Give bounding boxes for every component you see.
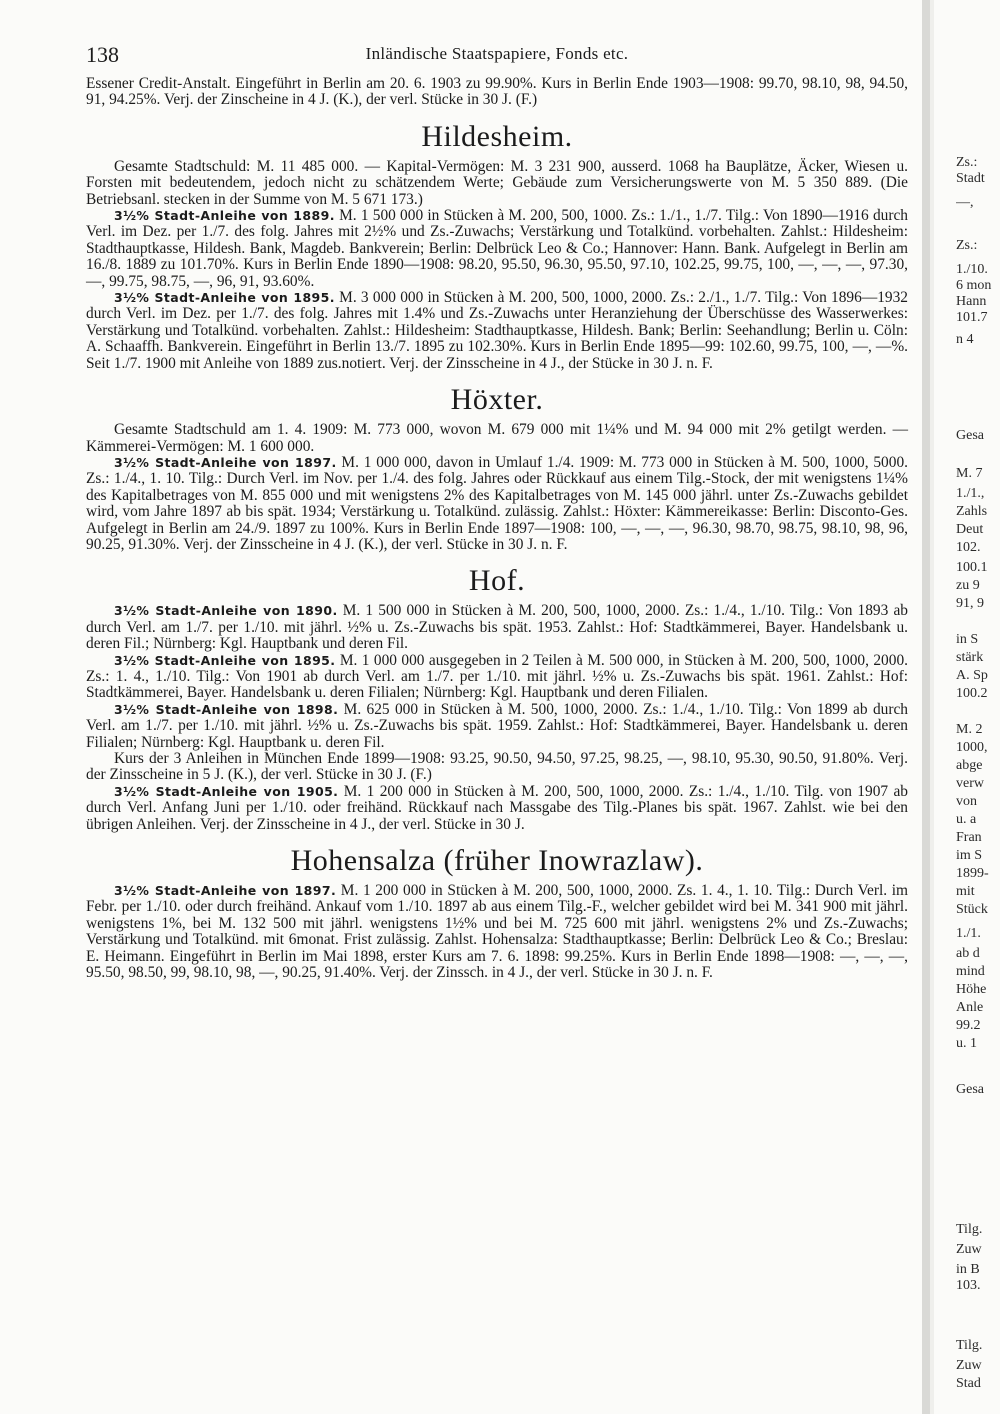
loan-title: 3½% Stadt-Anleihe von 1897. [114,883,337,899]
paragraph-text: M. 1 000 000, davon in Umlauf 1./4. 1909: M. 773 000 in Stücken à M. 500, 1000, 5000. Zs.: 1./4., 1. 10. Tilg.: Durch Verl. im Nov. per 1./4. des folg. Jahres oder Rückkauf aus einem Tilg.-Stock, der mit wenigstens 1¼% des Kapitalbetrages von M. 855 000 und mit wenigstens 2% des Kapitalbetrages von M. 145 000 jährl. unter Zs.-Zuwachs gebildet wird, vom Jahre 1897 ab bis spät. 1934; Verstärkung u. Totalkünd. zulässig. Zahlst.: Höxter: Kämmereikasse: Berlin: Disconto-Ges. Aufgelegt in Berlin am 24./9. 1897 zu 100%. Kurs in Berlin Ende 1897—1908: 100, —, —, —, 96.30, 98.70, 98.75, 98.10, 98, 96, 90.25, 91.30%. Verj. der Zinsscheine in 4 J. (K.), der verl. Stücke in 30 J. n. F. [86,453,908,553]
next-page-fragment: von [956,794,977,809]
next-page-fragment: Tilg. [956,1222,983,1237]
next-page-fragment: Stad [956,1376,981,1391]
next-page-fragment: mit [956,884,975,899]
next-page-fragment: u. a [956,812,977,827]
next-page-fragment: Stück [956,902,988,917]
intro-paragraph: Essener Credit-Anstalt. Eingeführt in Berlin am 20. 6. 1903 zu 99.90%. Kurs in Berlin Ende 1903—1908: 99.70, 98.10, 98, 94.50, 91, 94.25%. Verj. der Zinscheine in 4 J. (K.), der verl. Stücke in 30 J. (F.) [86,75,908,109]
loan-paragraph [86,751,908,784]
next-page-fragment: 102. [956,540,981,555]
next-page-fragment: Fran [956,830,982,845]
next-page-fragment: —, [956,195,974,210]
section-heading: Höxter. [450,383,544,417]
loan-title: 3½% Stadt-Anleihe von 1895. [114,290,335,306]
loan-paragraph [86,653,908,702]
next-page-fragment: Anle [956,1000,984,1015]
next-page-fragment: 6 mon [956,278,992,293]
loan-paragraph [86,883,908,981]
main-column [86,36,908,981]
loan-paragraph [86,208,908,290]
next-page-fragment: n 4 [956,332,974,347]
next-page-fragment: Höhe [956,982,987,997]
next-page-fragment: 100.1 [956,560,988,575]
paragraph-text: Gesamte Stadtschuld am 1. 4. 1909: M. 773 000, wovon M. 679 000 mit 1¼% und M. 94 000 mit 2% getilgt werden. — Kämmerei-Vermögen: M. 1 600 000. [86,421,908,455]
next-page-fragment: 103. [956,1278,981,1293]
loan-paragraph [86,784,908,833]
next-page-fragment: 91, 9 [956,596,984,611]
paragraph-text: M. 1 200 000 in Stücken à M. 200, 500, 1000, 2000. Zs. 1. 4., 1. 10. Tilg.: Durch Verl. im Febr. per 1./10. oder durch freihänd. Ankauf vom 1./10. 1897 ab aus einem Tilg.-F., welcher gebildet wird bei M. 341 900 mit jährl. wenigstens 1%, bei M. 132 500 mit jährl. wenigstens 1½% und bei M. 725 600 mit jährl. wenigstens 2% und Zs.-Zuwachs; Verstärkung und Totalkünd. mit 6monat. Frist zulässig. Zahlst. Hohensalza: Stadthauptkasse; Berlin: Delbrück Leo & Co.; Breslau: E. Heimann. Eingeführt in Berlin im Mai 1898, erster Kurs am 7. 6. 1898: 99.25%. Kurs in Berlin Ende 1898—1908: —, —, —, 95.50, 98.50, 99, 98.10, 98, —, 90.25, 91.40%. Verj. der Zinssch. in 4 J., der verl. Stücke in 30 J. n. F. [86,882,908,982]
next-page-column [956,0,1000,1414]
loan-title: 3½% Stadt-Anleihe von 1889. [114,208,335,224]
next-page-fragment: mind [956,964,985,979]
loan-paragraph [86,159,908,208]
page-number: 138 [86,42,119,67]
section-heading: Hohensalza (früher Inowrazlaw). [290,844,704,878]
next-page-fragment: 101.7 [956,310,988,325]
next-page-fragment: u. 1 [956,1036,977,1051]
paragraph-text: M. 625 000 in Stücken à M. 500, 1000, 2000. Zs.: 1./4., 1./10. Tilg.: Von 1899 ab durch Verl. am 1./7. per 1./10. mit jährl. ½% u. Zs.-Zuwachs bis spät. 1959. Zahlst.: Hof: Stadtkämmerei, Bayer. Handelsbank u. deren Filialen; Nürnberg: Kgl. Hauptbank u. deren Fil. [86,700,908,751]
page-header [86,36,908,76]
next-page-fragment: 1./1. [956,926,981,941]
paragraph-text: Kurs der 3 Anleihen in München Ende 1899—1908: 93.25, 90.50, 94.50, 97.25, 98.25, —, 98.10, 95.30, 90.50, 91.80%. Verj. der Zinsscheine in 5 J. (K.), der verl. Stücke in 30 J. (F.) [86,750,908,784]
section-heading: Hildesheim. [421,119,573,153]
page-gutter [922,0,930,1414]
loan-title: 3½% Stadt-Anleihe von 1895. [114,652,336,668]
loan-paragraph [86,422,908,455]
loan-paragraph [86,290,908,372]
loan-paragraph [86,702,908,751]
paragraph-text: Gesamte Stadtschuld: M. 11 485 000. — Kapital-Vermögen: M. 3 231 900, ausserd. 1068 ha Bauplätze, Äcker, Wiesen u. Forsten mit bedeutendem, jedoch nicht zu schätzendem Werte; Gebäude zum Versicherungswerte von M. 5 350 889. (Die Betriebsanl. stecken in der Summe von M. 5 671 173.) [86,157,908,208]
next-page-fragment: 1899- [956,866,989,881]
next-page-fragment: M. 7 [956,466,983,481]
paragraph-text: M. 1 500 000 in Stücken à M. 200, 500, 1000, 2000. Zs.: 1./4., 1./10. Tilg.: Von 1893 ab durch Verl. am 1./7. per 1./10. mit jährl. ½% u. Zs.-Zuwachs bis spät. 1953. Zahlst.: Hof: Stadtkämmerei, Bayer. Handelsbank u. deren Fil.; Nürnberg: Kgl. Hauptbank und deren Fil. [86,602,908,653]
next-page-fragment: M. 2 [956,722,983,737]
sections [86,121,908,982]
next-page-fragment: A. Sp [956,668,988,683]
next-page-fragment: Zs.: [956,155,978,170]
next-page-fragment: 1./1., [956,486,985,501]
next-page-fragment: Zahls [956,504,988,519]
next-page-fragment: in S [956,632,979,647]
next-page-fragment: Gesa [956,428,984,443]
loan-title: 3½% Stadt-Anleihe von 1890. [114,603,338,619]
next-page-fragment: ab d [956,946,980,961]
loan-paragraph [86,455,908,553]
loan-paragraph [86,603,908,652]
next-page-fragment: im S [956,848,983,863]
section-heading: Hof. [468,564,526,598]
next-page-fragment: Deut [956,522,984,537]
next-page-fragment: Tilg. [956,1338,983,1353]
next-page-fragment: Hann [956,294,987,309]
next-page-fragment: Gesa [956,1082,984,1097]
next-page-fragment: 100.2 [956,686,988,701]
next-page-fragment: Zuw [956,1358,982,1373]
paragraph-text: M. 3 000 000 in Stücken à M. 200, 500, 1000, 2000. Zs.: 2./1., 1./7. Tilg.: Von 1896—1932 durch Verl. im Dez. per 1./7. des folg. Jahres mit 1.4% und Zs.-Zuwachs unter Heranziehung der Überschüsse des Wasserwerkes: Verstärkung und Totalkünd. vorbehalten. Zahlst.: Hildesheim: Stadthauptkasse, Hildesh. Bank; Berlin: Seehandlung; Berlin u. Cöln: A. Schaaffh. Bankverein. Eingeführt in Berlin 13./7. 1895 zu 102.30%. Kurs in Berlin Ende 1895—99: 102.60, 99.75, 100, —, —%. Seit 1./7. 1900 mit Anleihe von 1889 zus.notiert. Verj. der Zinsscheine in 4 J., der Stücke in 30 J. n. F. [86,289,908,372]
loan-title: 3½% Stadt-Anleihe von 1897. [114,454,337,470]
paragraph-text: M. 1 000 000 ausgegeben in 2 Teilen à M. 500 000, in Stücken à M. 200, 500, 1000, 2000. Zs.: 1. 4., 1./10. Tilg.: Von 1901 ab durch Verl. am 1./7. per 1./10. mit jährl. ½% u. Zs.-Zuwachs bis spät. 1961. Zahlst.: Hof: Stadtkämmerei, Bayer. Handelsbank u. deren Filialen; Nürnberg: Kgl. Hauptbank und deren Filialen. [86,651,908,702]
next-page-fragment: 1./10. [956,262,988,277]
running-title: Inländische Staatspapiere, Fonds etc. [365,44,629,63]
next-page-fragment: Zuw [956,1242,982,1257]
next-page-fragment: 1000, [956,740,988,755]
next-page-fragment: in B [956,1262,980,1277]
page-gutter-shadow [930,0,934,1414]
next-page-fragment: abge [956,758,983,773]
loan-title: 3½% Stadt-Anleihe von 1905. [114,783,339,799]
next-page-fragment: 99.2 [956,1018,981,1033]
next-page-fragment: verw [956,776,984,791]
next-page-fragment: Stadt [956,171,985,186]
next-page-fragment: zu 9 [956,578,980,593]
next-page-fragment: stärk [956,650,984,665]
loan-title: 3½% Stadt-Anleihe von 1898. [114,701,339,717]
next-page-fragment: Zs.: [956,238,978,253]
paragraph-text: M. 1 200 000 in Stücken à M. 200, 500, 1000, 2000. Zs.: 1./4., 1./10. Tilg. von 1907 ab durch Verl. Anfang Juni per 1./10. oder freihänd. Rückkauf nach Massgabe des Tilg.-Planes bis spät. 1967. Zahlst. wie bei den übrigen Anleihen. Verj. der Zinsscheine in 4 J., der verl. Stücke in 30 J. [86,782,908,833]
paragraph-text: M. 1 500 000 in Stücken à M. 200, 500, 1000. Zs.: 1./1., 1./7. Tilg.: Von 1890—1916 durch Verl. im Dez. per 1./7. des folg. Jahres mit 2½% und Zs.-Zuwachs; Verstärkung und Totalkünd. vorbehalten. Zahlst.: Hildesheim: Stadthauptkasse, Hildesh. Bank, Magdeb. Bankverein; Berlin: Delbrück Leo & Co.; Hannover: Hann. Bank. Aufgelegt in Berlin am 16./8. 1889 zu 101.70%. Kurs in Berlin Ende 1890—1908: 98.20, 95.50, 96.30, 95.50, 97.10, 102.25, 99.75, 100, —, —, —, 97.30, —, 99.75, 98.75, —, 96, 91, 93.60%. [86,207,908,290]
